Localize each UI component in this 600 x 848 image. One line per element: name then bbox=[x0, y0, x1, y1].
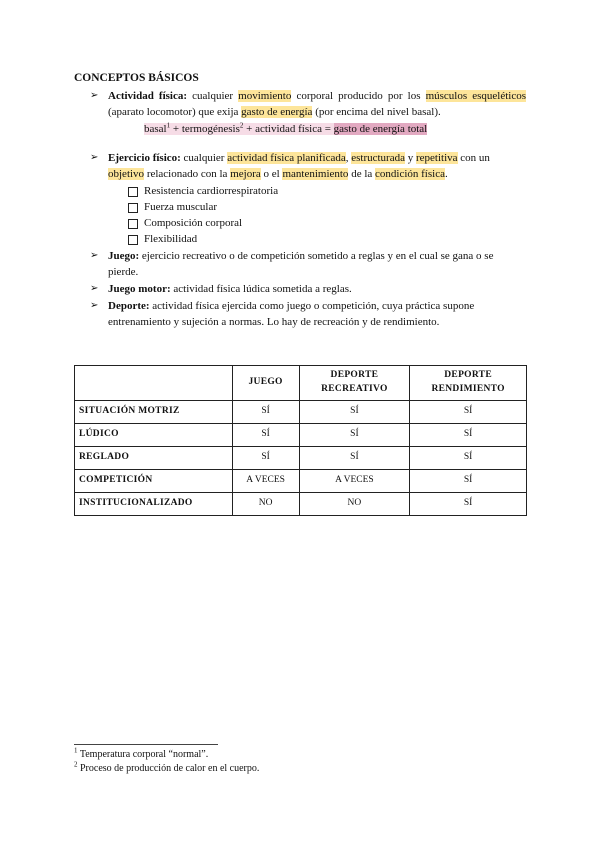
footnotes bbox=[74, 748, 259, 776]
table-row-label: LÚDICO bbox=[75, 424, 233, 447]
bullet-actividad-fisica bbox=[74, 89, 526, 121]
table-cell: SÍ bbox=[410, 470, 527, 493]
text-fragment: (aparato locomotor) que exija bbox=[108, 105, 242, 118]
term-actividad-fisica: Actividad física: bbox=[108, 89, 188, 102]
formula-result: gasto de energía total bbox=[333, 122, 428, 135]
table-cell: SÍ bbox=[232, 424, 299, 447]
highlight-condicion-fisica: condición física bbox=[375, 168, 445, 181]
bullet-deporte bbox=[74, 299, 526, 331]
footnote-mark: 2 bbox=[74, 760, 78, 769]
footnote-ref-2: 2 bbox=[239, 120, 244, 129]
table-cell: A VECES bbox=[232, 470, 299, 493]
formula-actividad: + actividad física = bbox=[243, 122, 334, 135]
table-cell: SÍ bbox=[410, 493, 527, 516]
term-ejercicio-fisico: Ejercicio físico: bbox=[108, 152, 181, 165]
highlight-objetivo: objetivo bbox=[108, 168, 145, 181]
checkbox-icon bbox=[128, 203, 138, 213]
table-row-label: COMPETICIÓN bbox=[75, 470, 233, 493]
footnote-separator bbox=[74, 744, 218, 745]
table-row bbox=[75, 424, 527, 447]
checklist-item bbox=[128, 232, 526, 248]
footnote-1 bbox=[74, 748, 259, 762]
checklist-item bbox=[128, 216, 526, 232]
checklist-label: Flexibilidad bbox=[144, 233, 198, 246]
highlight-estructurada: estructurada bbox=[351, 152, 405, 165]
highlight-mejora: mejora bbox=[230, 168, 261, 181]
energy-formula bbox=[74, 122, 526, 138]
checkbox-icon bbox=[128, 219, 138, 229]
formula-basal: basal bbox=[144, 122, 167, 135]
text-fragment: cualquier bbox=[187, 89, 239, 102]
checklist-label: Composición corporal bbox=[144, 217, 243, 230]
table-row-label: SITUACIÓN MOTRIZ bbox=[75, 401, 233, 424]
checklist-label: Fuerza muscular bbox=[144, 201, 217, 214]
text-fragment: (por encima del nivel basal). bbox=[312, 105, 441, 118]
footnote-ref-1: 1 bbox=[166, 120, 171, 129]
table-cell: NO bbox=[299, 493, 410, 516]
footnote-text: Temperatura corporal “normal”. bbox=[77, 749, 209, 760]
table-cell: SÍ bbox=[410, 401, 527, 424]
term-juego: Juego: bbox=[108, 250, 140, 263]
checklist-label: Resistencia cardiorrespiratoria bbox=[144, 185, 279, 198]
text-fragment: con un bbox=[457, 152, 490, 165]
table-row bbox=[75, 401, 527, 424]
table-cell: SÍ bbox=[299, 424, 410, 447]
bullet-juego-motor bbox=[74, 282, 526, 298]
arrow-bullet-icon: ➢ bbox=[90, 89, 99, 101]
arrow-bullet-icon: ➢ bbox=[90, 300, 99, 312]
arrow-bullet-icon: ➢ bbox=[90, 152, 99, 164]
formula-terms bbox=[144, 120, 334, 135]
checklist-item bbox=[128, 184, 526, 200]
highlight-repetitiva: repetitiva bbox=[415, 152, 458, 165]
table-row bbox=[75, 447, 527, 470]
footnote-2 bbox=[74, 762, 259, 776]
table-cell: SÍ bbox=[299, 401, 410, 424]
table-cell: SÍ bbox=[232, 401, 299, 424]
footnote-text: Proceso de producción de calor en el cuerpo. bbox=[77, 763, 260, 774]
text-fragment: . bbox=[444, 168, 448, 181]
text-fragment: relacionado con la bbox=[144, 168, 231, 181]
table-header-juego: JUEGO bbox=[232, 366, 299, 401]
text-fragment: corporal producido por los bbox=[291, 89, 426, 102]
table-cell: NO bbox=[232, 493, 299, 516]
highlight-mantenimiento: mantenimiento bbox=[282, 168, 349, 181]
highlight-gasto-energia: gasto de energía bbox=[241, 105, 313, 118]
text-fragment: cualquier bbox=[180, 152, 228, 165]
text-fragment: o el bbox=[260, 168, 283, 181]
table-row-label: INSTITUCIONALIZADO bbox=[75, 493, 233, 516]
arrow-bullet-icon: ➢ bbox=[90, 283, 99, 295]
table-header-row bbox=[75, 366, 527, 401]
bullet-ejercicio-fisico bbox=[74, 151, 526, 183]
definition-juego: ejercicio recreativo o de competición sometido a reglas y en el cual se gana o se pierde. bbox=[108, 250, 494, 279]
text-fragment: y bbox=[404, 152, 416, 165]
highlight-planificada: actividad física planificada bbox=[227, 152, 346, 165]
definition-juego-motor: actividad física lúdica sometida a reglas. bbox=[170, 283, 352, 296]
table-cell: SÍ bbox=[232, 447, 299, 470]
table-cell: SÍ bbox=[299, 447, 410, 470]
table-header-empty bbox=[75, 366, 233, 401]
table-row bbox=[75, 493, 527, 516]
checkbox-icon bbox=[128, 187, 138, 197]
section-heading: CONCEPTOS BÁSICOS bbox=[74, 72, 199, 84]
bullet-juego bbox=[74, 249, 526, 281]
checklist bbox=[74, 184, 526, 248]
table-row-label: REGLADO bbox=[75, 447, 233, 470]
text-fragment: , bbox=[345, 152, 352, 165]
text-fragment: de la bbox=[348, 168, 376, 181]
arrow-bullet-icon: ➢ bbox=[90, 250, 99, 262]
formula-plus: + bbox=[170, 122, 182, 135]
checklist-item bbox=[128, 200, 526, 216]
definition-deporte: actividad física ejercida como juego o competición, cuya práctica supone entrenamiento y sujeción a normas. Lo hay de recreación y de rendimiento. bbox=[108, 300, 475, 329]
table-header-deporte-recreativo: DEPORTE RECREATIVO bbox=[299, 366, 410, 401]
checkbox-icon bbox=[128, 235, 138, 245]
table-cell: SÍ bbox=[410, 424, 527, 447]
comparison-table bbox=[74, 365, 527, 516]
highlight-musculos: músculos esqueléticos bbox=[425, 89, 526, 102]
table-cell: SÍ bbox=[410, 447, 527, 470]
term-juego-motor: Juego motor: bbox=[108, 283, 171, 296]
footnote-mark: 1 bbox=[74, 746, 78, 755]
formula-termogenesis: termogénesis bbox=[181, 122, 240, 135]
term-deporte: Deporte: bbox=[108, 300, 150, 313]
highlight-movimiento: movimiento bbox=[238, 89, 292, 102]
table-header-deporte-rendimiento: DEPORTE RENDIMIENTO bbox=[410, 366, 527, 401]
table-cell: A VECES bbox=[299, 470, 410, 493]
table-row bbox=[75, 470, 527, 493]
document-body bbox=[74, 70, 526, 331]
